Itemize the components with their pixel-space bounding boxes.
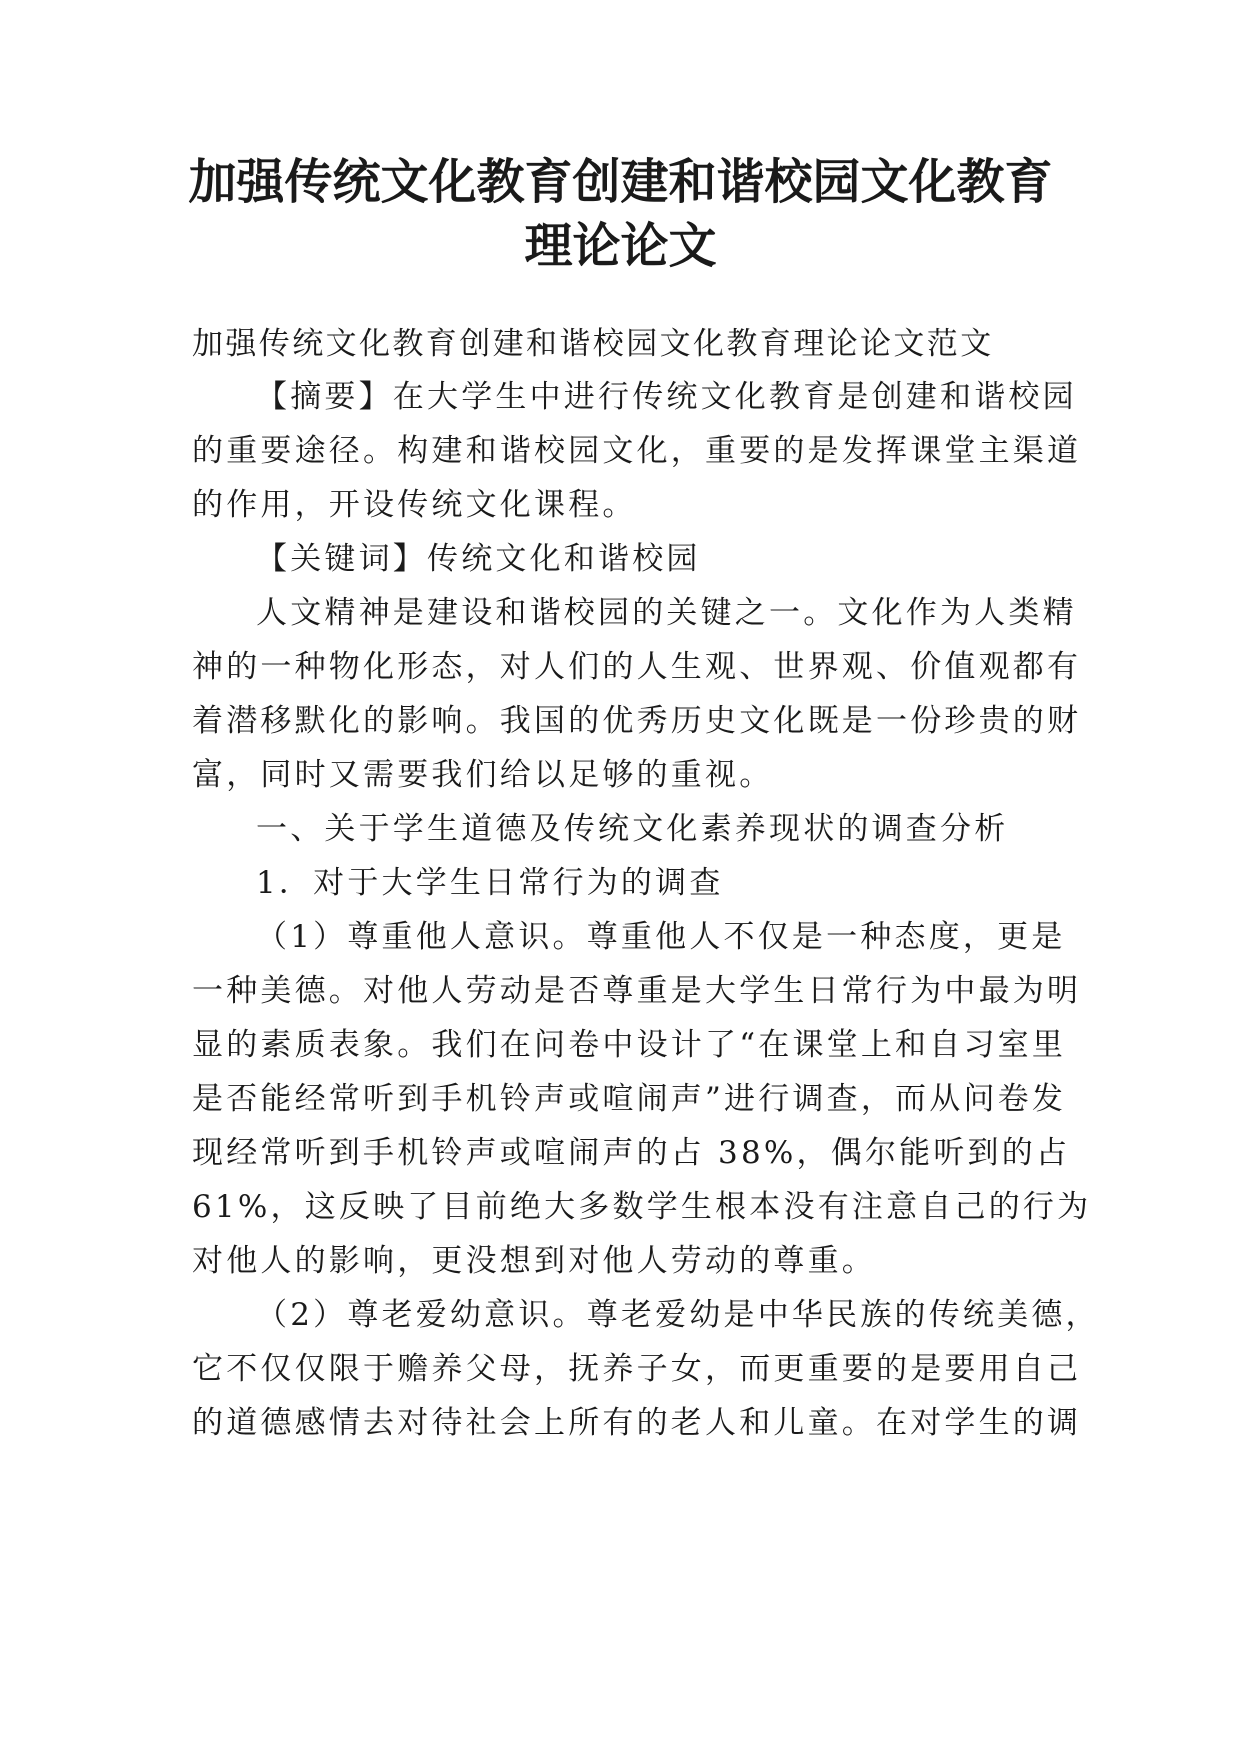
abstract-line-2: 的重要途径。构建和谐校园文化，重要的是发挥课堂主渠道 (192, 433, 1082, 469)
document-title-line-2: 理论论文 (524, 218, 717, 274)
point-1-line-7: 对他人的影响，更没想到对他人劳动的尊重。 (192, 1243, 876, 1279)
point-1-line-5: 现经常听到手机铃声或喧闹声的占 38%，偶尔能听到的占 (192, 1135, 1071, 1171)
body-paragraph-1-line-2: 神的一种物化形态，对人们的人生观、世界观、价值观都有 (192, 649, 1082, 685)
subsection-heading-1: 1．对于大学生日常行为的调查 (256, 865, 724, 901)
point-1-line-4: 是否能经常听到手机铃声或喧闹声”进行调查，而从问卷发 (192, 1081, 1067, 1117)
document-title-line-1: 加强传统文化教育创建和谐校园文化教育 (188, 154, 1053, 210)
keywords-line: 【关键词】传统文化和谐校园 (256, 541, 701, 577)
subtitle-line: 加强传统文化教育创建和谐校园文化教育理论论文范文 (192, 326, 994, 362)
point-1-line-2: 一种美德。对他人劳动是否尊重是大学生日常行为中最为明 (192, 973, 1082, 1009)
abstract-line-3: 的作用，开设传统文化课程。 (192, 487, 637, 523)
body-paragraph-1-line-4: 富，同时又需要我们给以足够的重视。 (192, 757, 774, 793)
point-1-line-6: 61%，这反映了目前绝大多数学生根本没有注意自己的行为 (192, 1189, 1092, 1225)
point-1-line-3: 显的素质表象。我们在问卷中设计了“在课堂上和自习室里 (192, 1027, 1067, 1063)
body-paragraph-1-line-3: 着潜移默化的影响。我国的优秀历史文化既是一份珍贵的财 (192, 703, 1082, 739)
point-2-line-1: （2）尊老爱幼意识。尊老爱幼是中华民族的传统美德， (256, 1297, 1100, 1333)
point-2-line-2: 它不仅仅限于赡养父母，抚养子女，而更重要的是要用自己 (192, 1351, 1082, 1387)
point-1-line-1: （1）尊重他人意识。尊重他人不仅是一种态度，更是 (256, 919, 1066, 955)
abstract-line-1: 【摘要】在大学生中进行传统文化教育是创建和谐校园 (256, 379, 1077, 415)
section-heading-1: 一、关于学生道德及传统文化素养现状的调查分析 (256, 811, 1009, 847)
point-2-line-3: 的道德感情去对待社会上所有的老人和儿童。在对学生的调 (192, 1405, 1082, 1441)
body-paragraph-1-line-1: 人文精神是建设和谐校园的关键之一。文化作为人类精 (256, 595, 1077, 631)
